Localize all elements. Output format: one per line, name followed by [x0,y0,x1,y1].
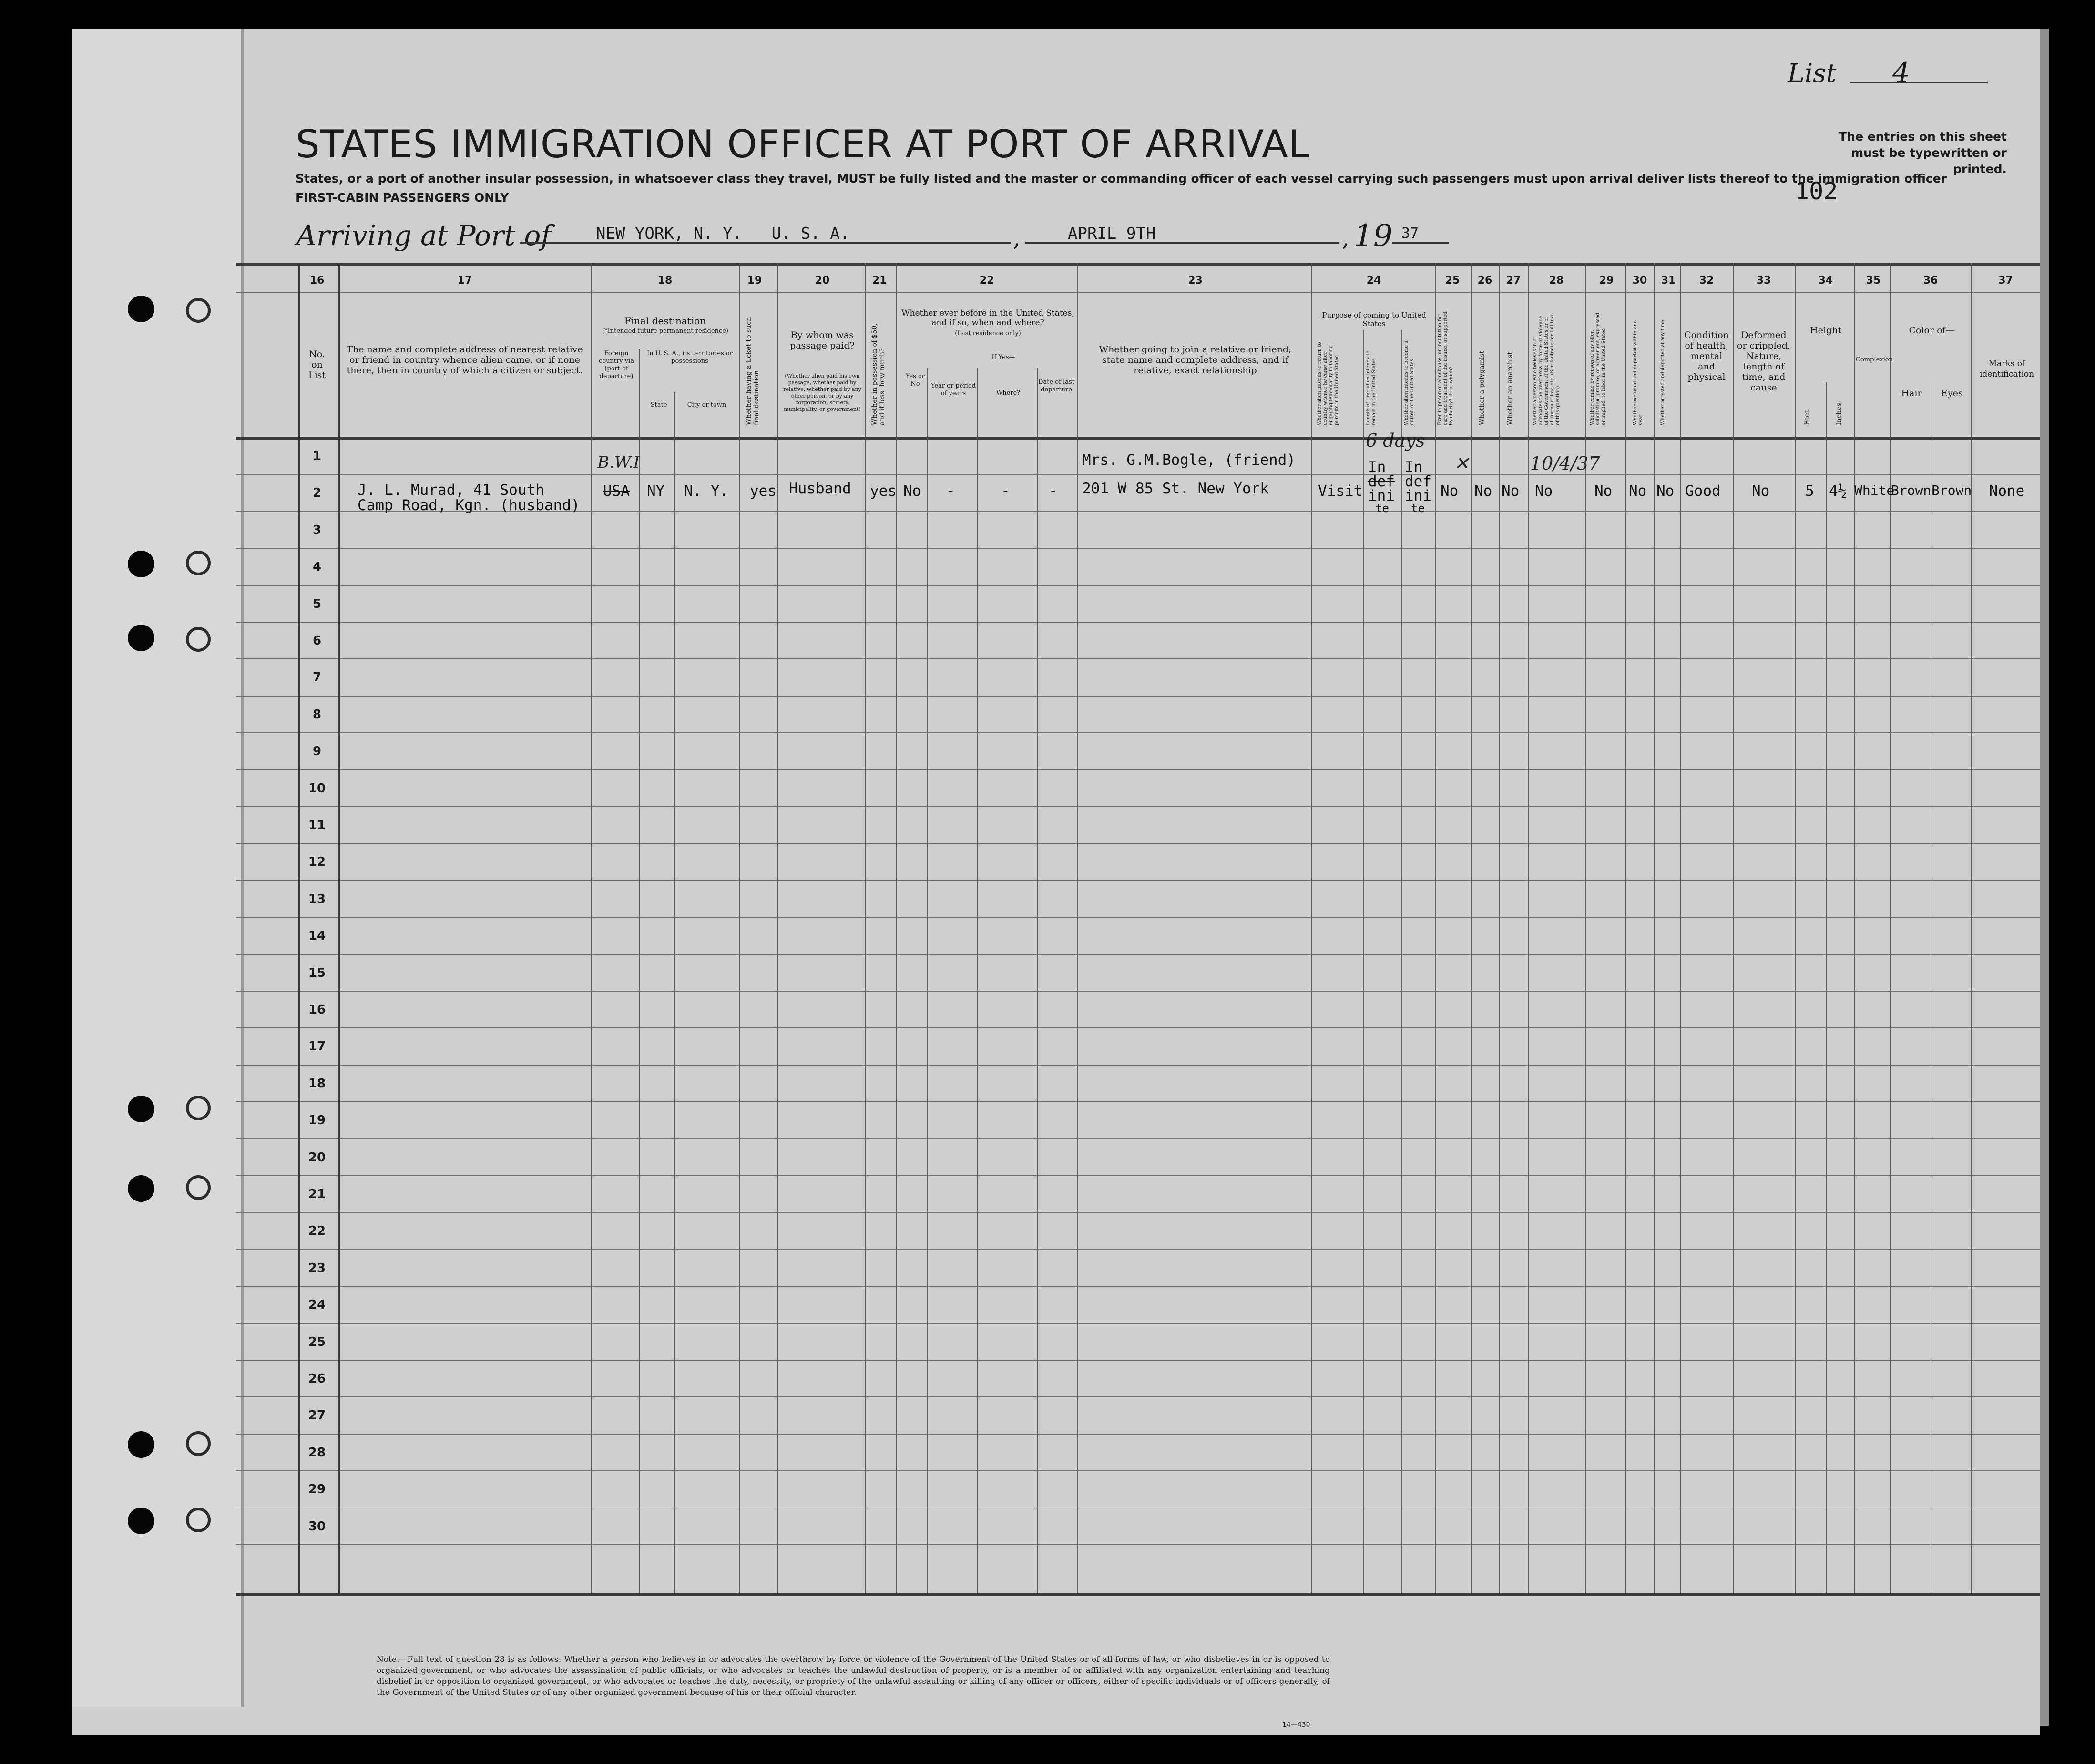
table-vline [1625,263,1626,1593]
table-vline [1680,263,1681,1593]
header-fifty-dollars: Whether in possession of $50, and if less, how much? [871,323,886,425]
year-underline [1392,242,1449,244]
labor-offer: No [1594,482,1613,500]
table-vline [1037,368,1038,1593]
table-vline [1435,263,1436,1593]
anarchist: No [1502,482,1520,500]
table-vline [739,263,740,1593]
header-prison: Ever in prison or almshouse, or institution for care and treatment of the insane, or supported by charity? If so, which? [1437,311,1454,425]
row-number: 24 [308,1298,326,1313]
header-foreign-country: Foreign country via (port of departure) [598,350,634,380]
header-ever-in-us-sub: (Last residence only) [955,330,1021,337]
table-hline [236,954,2040,955]
row-number: 1 [312,449,322,463]
arrival-date: APRIL 9TH [1068,224,1156,243]
row-number: 22 [308,1224,326,1239]
table-hline [236,1212,2040,1213]
destination-state: NY [647,482,665,500]
list-number: 4 [1892,56,1910,89]
header-ever-in-us: Whether ever before in the United States, and if so, when and where? [901,308,1074,328]
table-hline [236,292,2040,293]
header-no-on-list: No. on List [308,349,326,380]
list-underline [1850,82,1988,83]
table-hline [236,1101,2040,1102]
column-number-31: 31 [1661,275,1676,287]
arriving-label: Arriving at Port of [296,219,551,252]
binder-hole [128,1175,154,1202]
table-hline [236,769,2040,770]
column-number-24: 24 [1366,275,1381,287]
length-of-stay-line2: def [1368,473,1395,490]
relative-line2: Camp Road, Kgn. (husband) [358,497,580,514]
arrival-port: NEW YORK, N. Y. U. S. A. [596,224,850,243]
row-number: 27 [308,1408,326,1423]
table-vline [1854,263,1855,1593]
header-deformed: Deformed or crippled. Nature, length of time, and cause [1737,330,1791,393]
binder-ring [186,551,211,575]
table-hline [236,1544,2040,1545]
table-vline [1890,263,1891,1593]
row-number: 30 [308,1519,326,1534]
become-citizen-line1: In [1405,459,1423,476]
row-number: 21 [308,1187,326,1201]
row-number: 19 [308,1113,326,1128]
binder-ring [186,1096,211,1120]
table-vline [298,263,300,1593]
table-hline [236,880,2040,881]
table-vline [1826,382,1827,1593]
table-hline [236,1175,2040,1176]
left-page-edge [72,29,244,1707]
height-feet: 5 [1805,482,1814,500]
table-hline [236,263,2040,266]
form-subtitle: States, or a port of another insular possession, in whatsoever class they travel, MUST be fully listed and the master or commanding officer of each vessel carrying such passengers must upon arrival deliver lists thereof to the immigration officer [296,172,1947,185]
row-number: 3 [312,523,322,537]
table-hline [236,437,2040,440]
row-number: 11 [308,818,326,832]
table-vline [865,263,866,1593]
table-hline [236,732,2040,733]
column-number-29: 29 [1599,275,1614,287]
table-hline [236,1138,2040,1139]
header-if-yes: If Yes— [991,354,1015,361]
column-number-20: 20 [815,275,830,287]
header-anarchist: Whether an anarchist [1506,351,1514,425]
row-number: 6 [312,634,322,648]
table-vline [1795,263,1796,1593]
column-number-18: 18 [657,275,673,287]
year-period: - [946,482,955,500]
table-hline [236,1396,2040,1397]
header-final-destination: Final destination [624,315,706,327]
header-yes-no: Yes or No [906,373,925,388]
table-hline [236,1027,2040,1028]
form-code: 14—430 [1282,1721,1310,1729]
row-number: 10 [308,781,326,796]
table-hline [236,1065,2040,1066]
row-number: 4 [312,560,322,574]
header-complexion: Complexion [1856,356,1893,363]
table-vline [977,368,978,1593]
column-number-21: 21 [872,275,887,287]
joining-line2: 201 W 85 St. New York [1082,480,1269,497]
foreign-country: USA [603,482,630,500]
column-number-32: 32 [1699,275,1714,287]
manifest-sheet [72,29,2040,1735]
purpose-return: Visit [1318,482,1363,500]
table-hline [236,548,2040,549]
table-vline [1471,263,1472,1593]
prison: No [1441,482,1459,500]
separator-comma: , [1342,225,1349,252]
typewritten-notice: The entries on this sheet must be typewritten or printed. [1839,130,2007,176]
row-number: 5 [312,596,322,611]
column-number-26: 26 [1477,275,1492,287]
table-hline [236,1434,2040,1435]
column-number-28: 28 [1549,275,1564,287]
table-hline [236,991,2040,992]
header-color-of: Color of— [1909,325,1955,336]
date-last-departure: - [1049,482,1058,500]
row-number: 29 [308,1482,326,1497]
table-hline [236,806,2040,807]
row-number: 12 [308,855,326,870]
header-polygamist: Whether a polygamist [1478,350,1486,425]
right-page-edge [2040,29,2049,1726]
header-final-destination-sub: (*Intended future permanent residence) [602,328,728,335]
hair-color: Brown [1891,482,1931,498]
header-feet: Feet [1803,410,1811,425]
header-purpose: Purpose of coming to United States [1322,311,1426,328]
length-of-stay-line3: ini [1368,487,1395,504]
header-height: Height [1810,325,1841,336]
table-hline [236,917,2040,918]
table-hline [236,1249,2040,1250]
row-number: 20 [308,1150,326,1165]
fifty-dollars: yes [870,482,897,500]
table-hline [236,658,2040,659]
header-marks: Marks of identification [1979,359,2034,379]
table-vline [1311,263,1312,1593]
column-number-16: 16 [309,275,325,287]
row-number: 25 [308,1334,326,1349]
table-vline [1363,330,1364,1593]
header-arrested: Whether arrested and deported at any time [1660,319,1666,425]
binder-ring [186,298,211,323]
row-number: 28 [308,1445,326,1460]
header-excluded: Whether excluded and deported within one year [1633,320,1644,425]
column-number-35: 35 [1866,275,1881,287]
column-number-34: 34 [1818,275,1833,287]
binder-ring [186,1175,211,1200]
table-vline [927,368,928,1593]
binder-ring [186,1508,211,1532]
table-hline [236,1360,2040,1361]
header-health: Condition of health, mental and physical [1684,330,1729,382]
header-labor-offer: Whether coming by reason of any offer, solicitation, promise, or agreement, expressed or implied, to labor in the United States [1590,312,1606,425]
length-of-stay-line4: te [1375,502,1389,515]
header-relative-address: The name and complete address of nearest relative or friend in country whence alien came, or if none there, then in country of which a citizen or subject. [347,344,583,376]
polygamist: No [1474,482,1492,500]
table-hline [236,1323,2040,1324]
foreign-country-annotation: B.W.I [597,453,640,472]
header-inches: Inches [1835,403,1843,425]
header-city: City or town [687,401,726,409]
table-hline [236,843,2040,844]
header-eyes: Eyes [1941,388,1963,399]
length-of-stay-annotation: 6 days [1366,430,1425,451]
table-vline [674,392,675,1593]
table-hline [236,622,2040,623]
ticket: yes [750,482,777,500]
footnote: Note.—Full text of question 28 is as follows: Whether a person who believes in or advocates the overthrow by force or violence of the Government of the United States or of all forms of law, or who disbelieves in or is opposed to organized government, or who advocates the assassination of public officials, or who advocates or teaches the unlawful destruction of property, or is a member of or affiliated with any organization entertaining and teaching disbelief in or opposition to organized government, or who advocates or teaches the duty, necessity, or propriety of the unlawful assaulting or killing of any officer or officers, either of specific individuals or of officers generally, of the Government of the United States or of any other organized government because of his or their official character. [377,1655,1330,1697]
column-number-17: 17 [457,275,472,287]
overthrow-annotation: 10/4/37 [1530,453,1600,474]
header-where: Where? [996,390,1021,397]
binder-hole [128,1431,154,1458]
header-state: State [650,401,667,409]
identification-marks: None [1989,482,2025,500]
become-citizen-line3: ini [1405,487,1431,504]
table-vline [338,263,340,1593]
row-number: 23 [308,1261,326,1275]
year-prefix: 19 [1354,218,1393,254]
strike-mark: ✕ [1454,453,1469,474]
become-citizen-line4: te [1411,502,1425,515]
list-label: List [1788,58,1837,88]
paid-by: Husband [789,480,851,497]
header-date-last: Date of last departure [1038,379,1074,393]
table-hline [236,1286,2040,1287]
table-vline [777,263,778,1593]
column-number-33: 33 [1756,275,1771,287]
class-note: FIRST-CABIN PASSENGERS ONLY [296,191,509,205]
table-hline [236,585,2040,586]
binder-hole [128,296,154,322]
row-number: 15 [308,965,326,980]
manifest-table [236,263,2040,1593]
eyes-color: Brown [1931,482,1972,498]
row-number: 13 [308,892,326,906]
column-number-23: 23 [1188,275,1203,287]
length-of-stay-line1: In [1368,459,1386,476]
table-vline [591,263,592,1593]
column-number-30: 30 [1632,275,1647,287]
column-number-19: 19 [747,275,762,287]
table-vline [1528,263,1529,1593]
separator-comma: , [1013,225,1021,252]
arrested: No [1656,482,1675,500]
binder-hole [128,625,154,651]
table-vline [1499,263,1500,1593]
table-vline [896,263,897,1593]
binder-ring [186,1431,211,1456]
height-inches: 4½ [1829,482,1847,500]
table-vline [1401,330,1402,1593]
table-vline [639,349,640,1593]
row-number: 7 [312,670,322,685]
row-number: 16 [308,1003,326,1017]
header-length-of-stay: Length of time alien intends to remain in the United States [1366,350,1377,425]
relative-line1: J. L. Murad, 41 South [358,482,544,499]
header-become-citizen: Whether alien intends to become a citizen of the United States [1404,340,1415,425]
arrival-year: 37 [1401,225,1419,242]
binder-hole [128,1096,154,1122]
destination-city: N. Y. [684,482,729,500]
row-number: 26 [308,1372,326,1386]
table-hline [236,1593,2040,1596]
row-number: 14 [308,929,326,944]
header-passage-paid-sub: (Whether alien paid his own passage, whether paid by relative, whether paid by any other person, or by any corporation, society, municipality, or government) [783,373,861,412]
excluded: No [1629,482,1647,500]
row-number: 8 [312,707,322,722]
header-year-period: Year or period of years [931,382,976,397]
deformed: No [1752,482,1770,500]
row-number: 17 [308,1039,326,1054]
binder-hole [128,1508,154,1534]
complexion: White [1854,482,1895,498]
overthrow: No [1535,482,1553,500]
joining-line1: Mrs. G.M.Bogle, (friend) [1082,451,1296,469]
header-joining: Whether going to join a relative or friend; state name and complete address, and if relative, exact relationship [1099,344,1292,376]
binder-hole [128,551,154,577]
table-vline [1654,263,1655,1593]
header-passage-paid: By whom was passage paid? [790,330,855,351]
where: - [1001,482,1010,500]
form-title: STATES IMMIGRATION OFFICER AT PORT OF ARRIVAL [296,122,1310,166]
row-number: 2 [312,486,322,501]
table-hline [236,1470,2040,1471]
header-purpose-return: Whether alien intends to return to country whence he came after engaging temporarily in laboring pursuits in the United States [1317,342,1339,425]
ever-in-us: No [903,482,921,500]
row-number: 18 [308,1076,326,1091]
table-vline [1077,263,1078,1593]
sheet-number: 102 [1795,177,1838,205]
row-number: 9 [312,744,322,759]
health: Good [1685,482,1721,500]
table-hline [236,696,2040,697]
table-hline [236,474,2040,475]
become-citizen-line2: def [1405,473,1431,490]
column-number-27: 27 [1506,275,1521,287]
header-overthrow: Whether a person who believes in or advocates the overthrow by force or violence of the Government of the United States or of all forms of law, etc. (See footnote for full text of this question) [1533,314,1561,425]
binder-ring [186,627,211,652]
header-hair: Hair [1901,388,1922,399]
column-number-25: 25 [1445,275,1460,287]
column-number-22: 22 [979,275,994,287]
column-number-36: 36 [1923,275,1938,287]
table-vline [1733,263,1734,1593]
column-number-37: 37 [1998,275,2013,287]
table-vline [1971,263,1972,1593]
header-in-usa: In U. S. A., its territories or possessions [647,350,733,365]
header-ticket: Whether having a ticket to such final destination [745,317,760,425]
